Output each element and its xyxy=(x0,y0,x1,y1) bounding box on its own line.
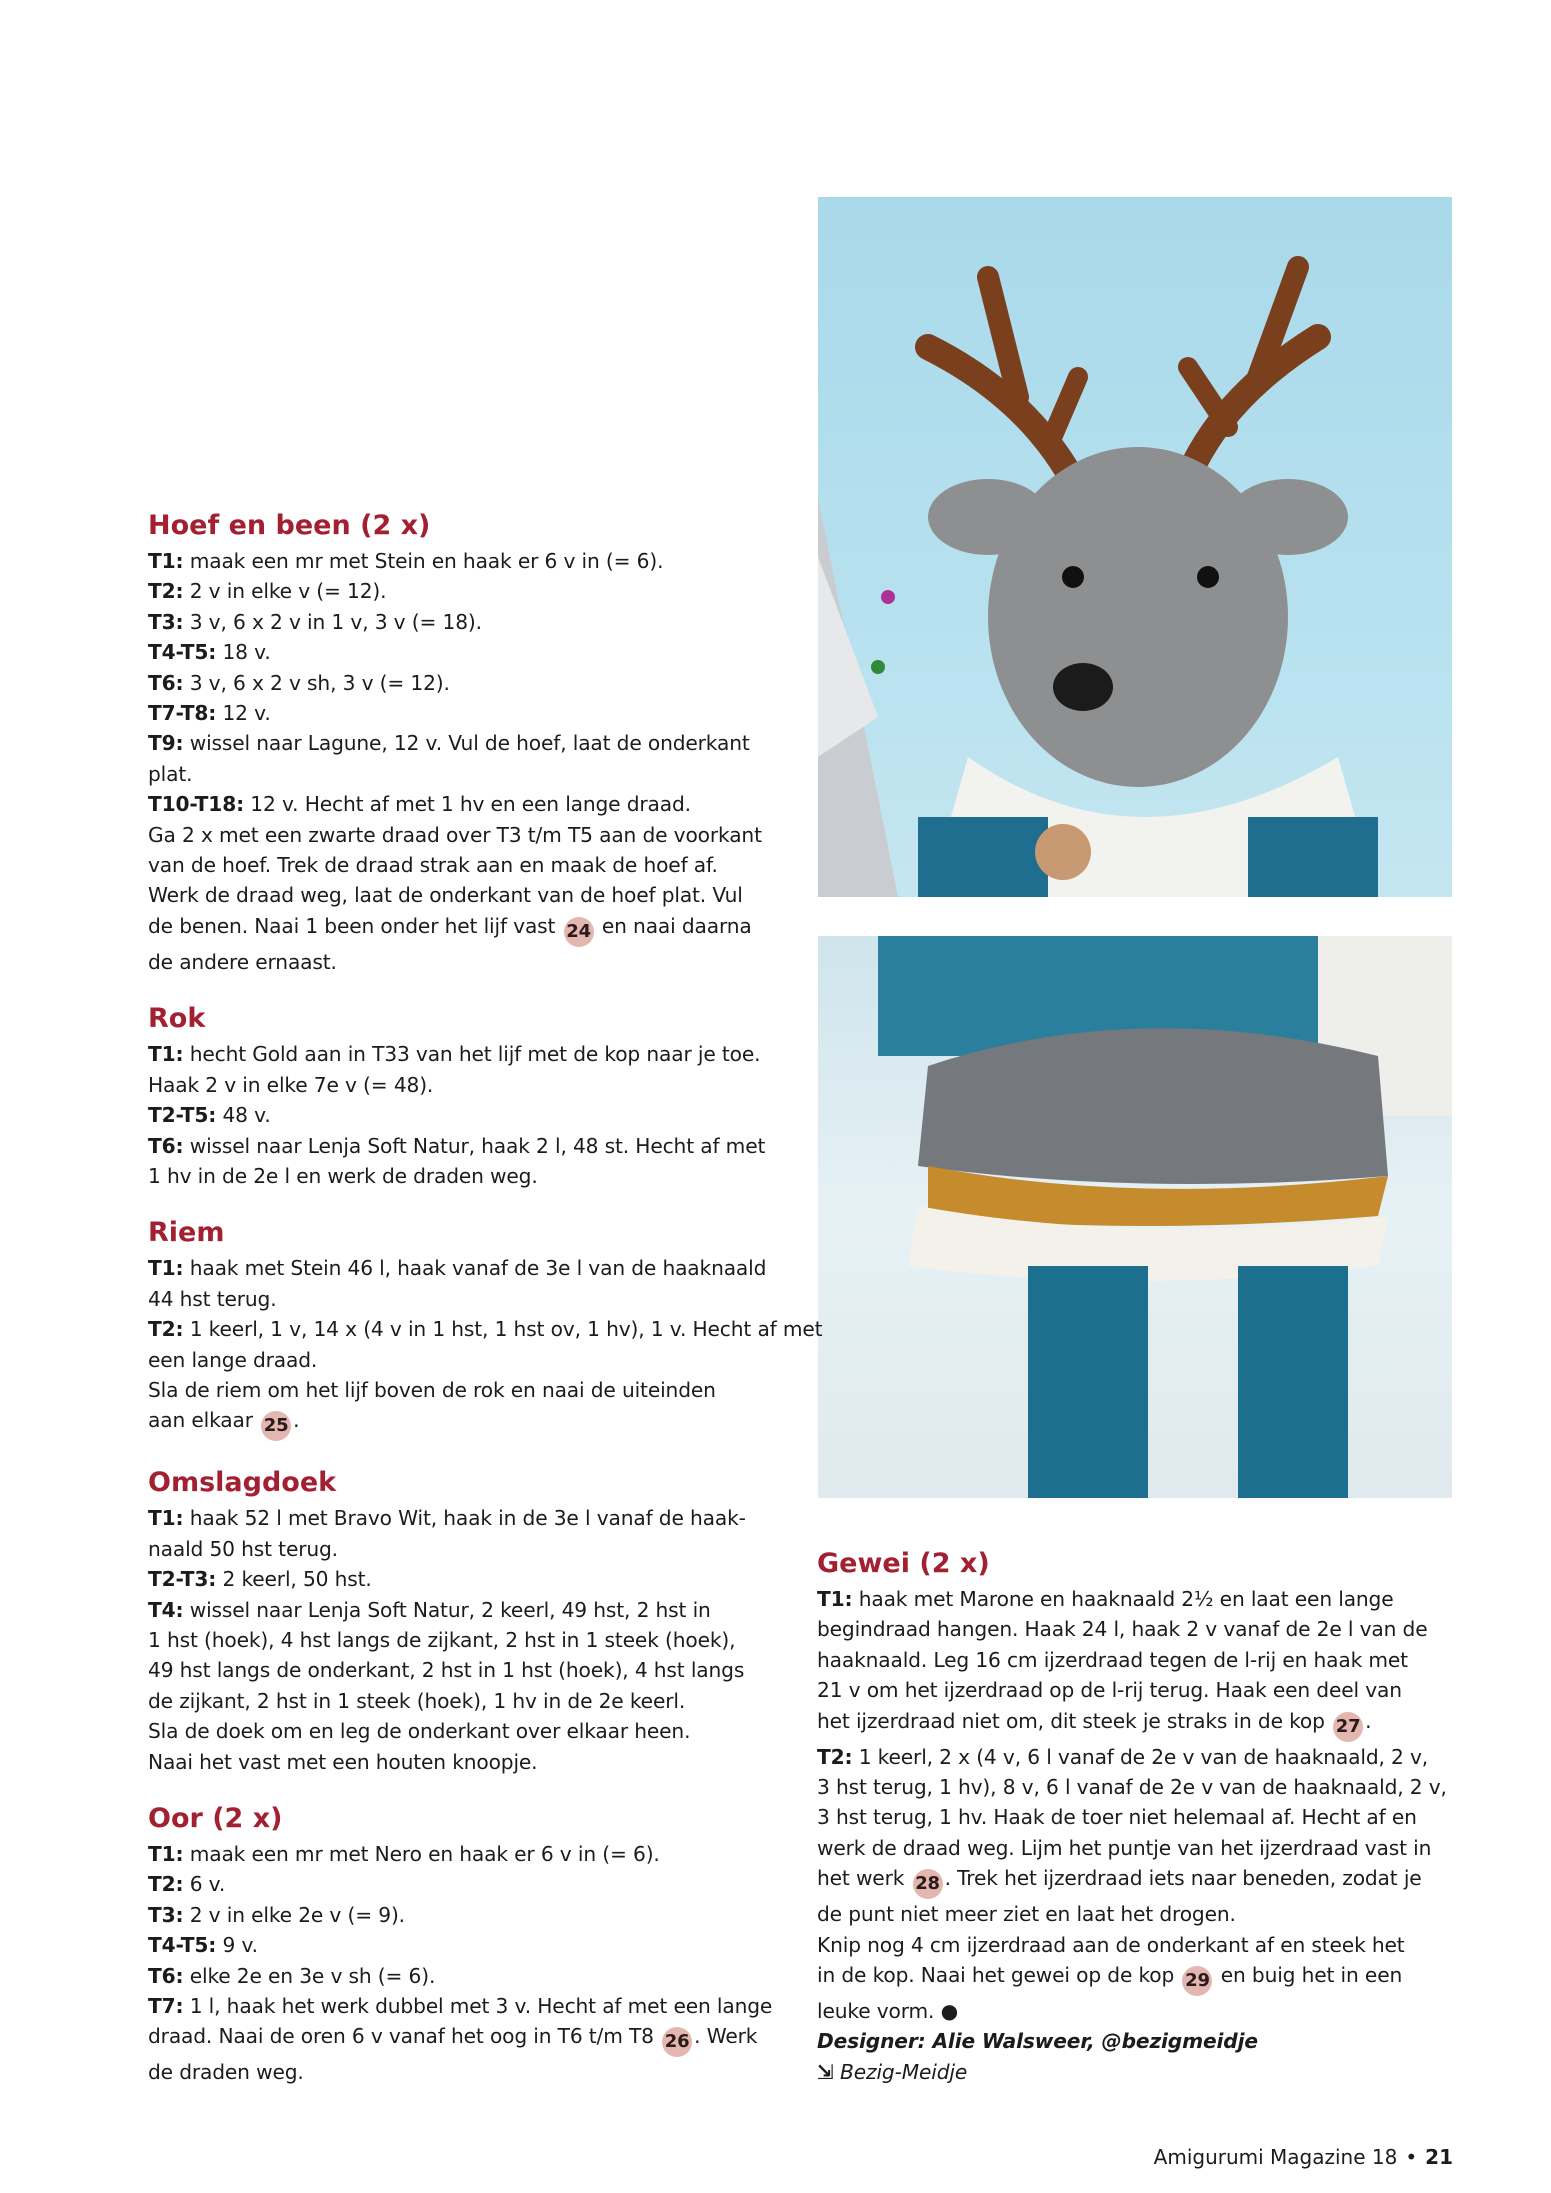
pattern-line: naald 50 hst terug. xyxy=(148,1536,338,1561)
section-oor xyxy=(148,1801,788,2088)
photo-ref-badge: 29 xyxy=(1182,1966,1212,1996)
section-title: Gewei (2 x) xyxy=(817,1548,990,1579)
pattern-line: werk de draad weg. Lijm het puntje van het ijzerdraad vast in xyxy=(817,1835,1432,1860)
pattern-line: T7-T8: 12 v. xyxy=(148,701,271,726)
pattern-line: T2: 1 keerl, 1 v, 14 x (4 v in 1 hst, 1 hst ov, 1 hv), 1 v. Hecht af met xyxy=(148,1317,823,1342)
pattern-line: aan elkaar 25 . xyxy=(148,1405,788,1441)
pattern-line: Sla de doek om en leg de onderkant over elkaar heen. xyxy=(148,1719,691,1744)
pattern-line: de andere ernaast. xyxy=(148,949,337,974)
section-gewei xyxy=(817,1546,1457,2087)
pattern-line: T6: 3 v, 6 x 2 v sh, 3 v (= 12). xyxy=(148,670,450,695)
pattern-line: leuke vorm. ● xyxy=(817,1999,959,2024)
designer-credit: Designer: Alie Walsweer, @bezigmeidje xyxy=(817,2029,1258,2054)
section-hoef-en-been xyxy=(148,508,788,977)
pattern-line: Werk de draad weg, laat de onderkant van de hoef plat. Vul xyxy=(148,883,743,908)
pattern-line: T4-T5: 18 v. xyxy=(148,640,271,665)
pattern-line: T1: maak een mr met Nero en haak er 6 v in (= 6). xyxy=(148,1842,660,1866)
section-riem xyxy=(148,1215,823,1441)
section-omslagdoek xyxy=(148,1465,788,1777)
right-column xyxy=(817,1546,1457,2111)
skirt-and-legs-photo xyxy=(818,936,1452,1498)
section-title: Rok xyxy=(148,1003,206,1035)
pattern-line: in de kop. Naai het gewei op de kop 29 en buig het in een xyxy=(817,1960,1457,1996)
photo-ref-badge: 25 xyxy=(261,1411,291,1441)
magazine-name: Amigurumi Magazine 18 xyxy=(1153,2145,1398,2169)
pattern-line: Knip nog 4 cm ijzerdraad aan de onderkant af en steek het xyxy=(817,1932,1405,1957)
pattern-line: T3: 2 v in elke 2e v (= 9). xyxy=(148,1902,405,1927)
pattern-line: de benen. Naai 1 been onder het lijf vast 24 en naai daarna xyxy=(148,911,788,947)
pattern-line: Sla de riem om het lijf boven de rok en naai de uiteinden xyxy=(148,1377,716,1402)
pattern-line: 21 v om het ijzerdraad op de l-rij terug. Haak een deel van xyxy=(817,1678,1402,1703)
photo-ref-badge: 27 xyxy=(1333,1712,1363,1742)
pattern-line: de zijkant, 2 hst in 1 steek (hoek), 1 hv in de 2e keerl. xyxy=(148,1688,686,1713)
pattern-line: de draden weg. xyxy=(148,2060,304,2085)
pattern-line: T1: maak een mr met Stein en haak er 6 v in (= 6). xyxy=(148,549,664,573)
left-column xyxy=(148,508,823,2112)
pattern-line: 49 hst langs de onderkant, 2 hst in 1 hst (hoek), 4 hst langs xyxy=(148,1658,745,1683)
pattern-line: 1 hv in de 2e l en werk de draden weg. xyxy=(148,1163,538,1188)
page-number: 21 xyxy=(1425,2145,1453,2169)
pattern-line: van de hoef. Trek de draad strak aan en maak de hoef af. xyxy=(148,853,718,878)
pattern-line: T1: haak met Stein 46 l, haak vanaf de 3e l van de haaknaald xyxy=(148,1256,767,1281)
reindeer-head-photo xyxy=(818,197,1452,897)
pattern-line: T3: 3 v, 6 x 2 v in 1 v, 3 v (= 18). xyxy=(148,609,482,634)
pattern-line: 3 hst terug, 1 hv), 8 v, 6 l vanaf de 2e v van de haaknaald, 2 v, xyxy=(817,1775,1447,1800)
pattern-line: T2: 6 v. xyxy=(148,1872,226,1897)
social-icon: ⇲ xyxy=(817,2059,834,2084)
photo-ref-badge: 26 xyxy=(662,2027,692,2057)
social-handle: ⇲ Bezig-Meidje xyxy=(817,2059,968,2084)
pattern-line: begindraad hangen. Haak 24 l, haak 2 v vanaf de 2e l van de xyxy=(817,1617,1428,1642)
pattern-line: haaknaald. Leg 16 cm ijzerdraad tegen de l-rij en haak met xyxy=(817,1647,1408,1672)
section-title: Riem xyxy=(148,1217,225,1249)
pattern-line: T2: 2 v in elke v (= 12). xyxy=(148,579,387,604)
line-list xyxy=(148,546,788,977)
pattern-line: een lange draad. xyxy=(148,1347,318,1372)
pattern-line: T9: wissel naar Lagune, 12 v. Vul de hoef, laat de onderkant xyxy=(148,731,750,756)
photo-ref-badge: 24 xyxy=(564,917,594,947)
pattern-line: T4-T5: 9 v. xyxy=(148,1933,258,1958)
pattern-line: Ga 2 x met een zwarte draad over T3 t/m T5 aan de voorkant xyxy=(148,822,762,847)
pattern-line: T7: 1 l, haak het werk dubbel met 3 v. Hecht af met een lange xyxy=(148,1994,773,2019)
pattern-line: het ijzerdraad niet om, dit steek je straks in de kop 27 . xyxy=(817,1706,1457,1742)
page-footer xyxy=(1154,2144,1453,2170)
pattern-line: T4: wissel naar Lenja Soft Natur, 2 keerl, 49 hst, 2 hst in xyxy=(148,1597,711,1622)
pattern-line: T1: haak met Marone en haaknaald 2½ en laat een lange xyxy=(817,1587,1394,1611)
pattern-line: 44 hst terug. xyxy=(148,1286,277,1311)
pattern-line: plat. xyxy=(148,761,193,786)
pattern-line: de punt niet meer ziet en laat het drogen. xyxy=(817,1902,1236,1927)
section-title: Oor (2 x) xyxy=(148,1803,283,1834)
photo-ref-badge: 28 xyxy=(913,1869,943,1899)
section-rok xyxy=(148,1001,788,1191)
pattern-line: 1 hst (hoek), 4 hst langs de zijkant, 2 hst in 1 steek (hoek), xyxy=(148,1627,736,1652)
pattern-line: het werk 28 . Trek het ijzerdraad iets naar beneden, zodat je xyxy=(817,1863,1457,1899)
section-title: Hoef en been (2 x) xyxy=(148,510,431,541)
pattern-line: T2-T5: 48 v. xyxy=(148,1103,271,1128)
footer-separator: • xyxy=(1405,2145,1418,2169)
pattern-line: T1: haak 52 l met Bravo Wit, haak in de 3e l vanaf de haak- xyxy=(148,1506,746,1531)
pattern-line: draad. Naai de oren 6 v vanaf het oog in T6 t/m T8 26 . Werk xyxy=(148,2021,788,2057)
pattern-line: T1: hecht Gold aan in T33 van het lijf met de kop naar je toe. xyxy=(148,1042,761,1067)
pattern-line: 3 hst terug, 1 hv. Haak de toer niet helemaal af. Hecht af en xyxy=(817,1805,1417,1830)
pattern-line: Naai het vast met een houten knoopje. xyxy=(148,1749,538,1774)
pattern-line: T6: elke 2e en 3e v sh (= 6). xyxy=(148,1963,436,1988)
pattern-line: T10-T18: 12 v. Hecht af met 1 hv en een lange draad. xyxy=(148,792,691,817)
pattern-line: T2-T3: 2 keerl, 50 hst. xyxy=(148,1567,372,1592)
pattern-line: Haak 2 v in elke 7e v (= 48). xyxy=(148,1072,434,1097)
section-title: Omslagdoek xyxy=(148,1467,337,1499)
pattern-line: T6: wissel naar Lenja Soft Natur, haak 2 l, 48 st. Hecht af met xyxy=(148,1133,766,1158)
pattern-line: T2: 1 keerl, 2 x (4 v, 6 l vanaf de 2e v van de haaknaald, 2 v, xyxy=(817,1744,1429,1769)
